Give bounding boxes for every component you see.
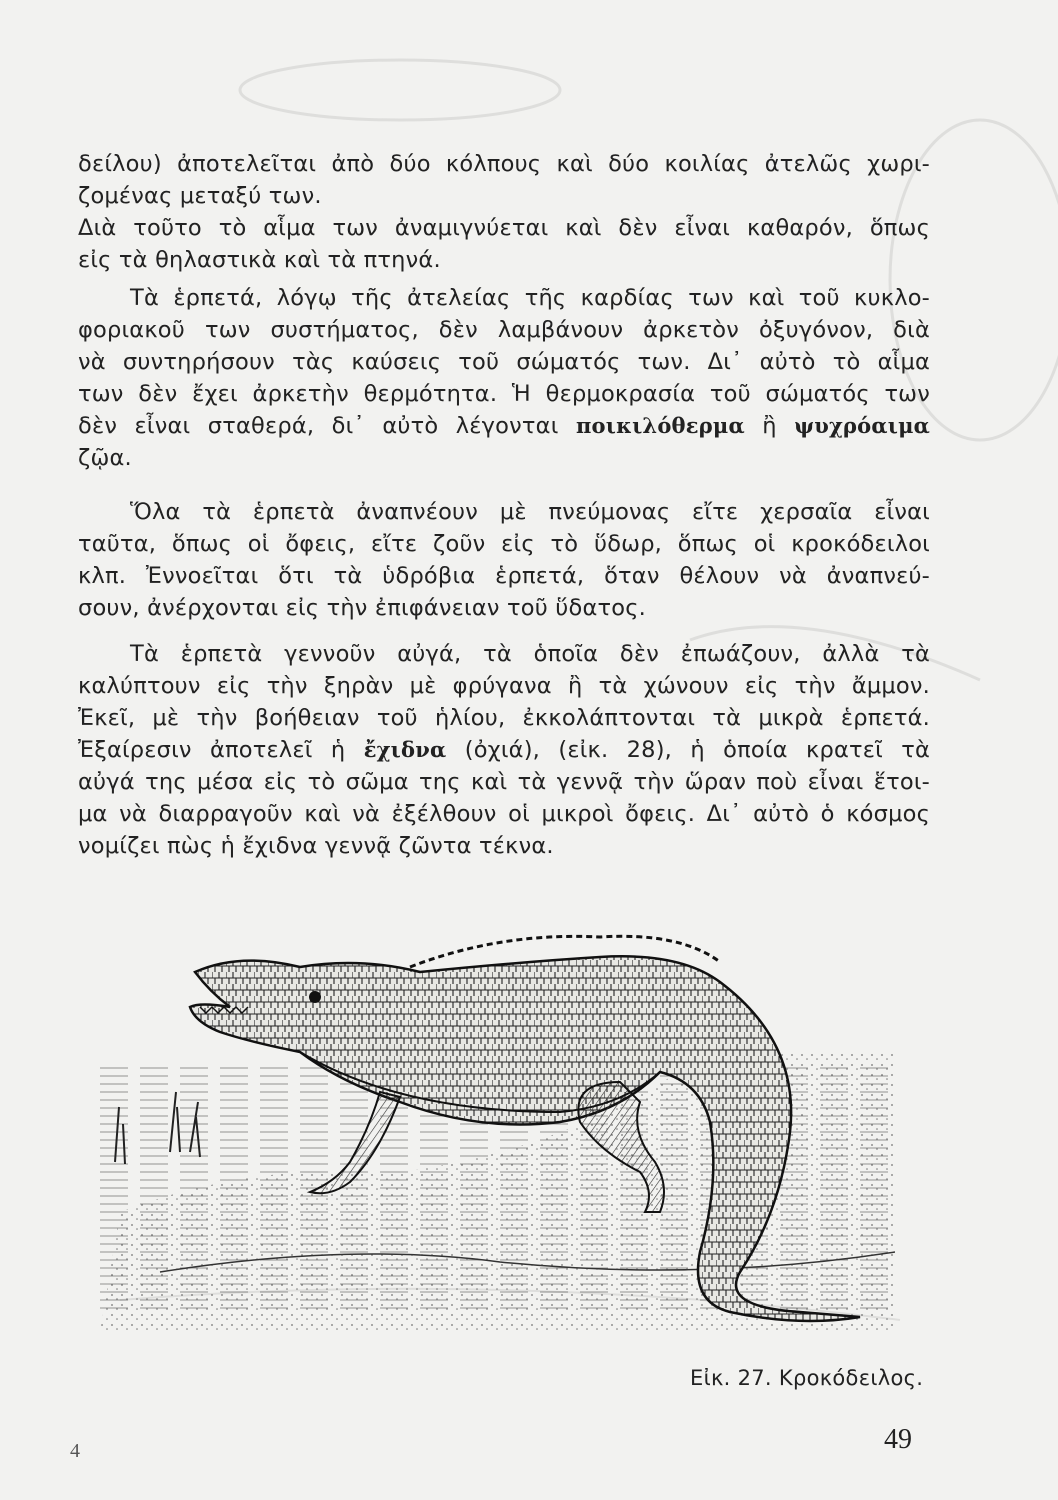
crocodile-eye xyxy=(309,991,321,1003)
paragraph-4 xyxy=(78,496,930,624)
term-psychroaima: ψυχρόαιμα xyxy=(794,413,931,438)
term-poikilotherma: ποικιλόθερμα xyxy=(575,413,745,438)
text-line: αὐγά της μέσα εἰς τὸ σῶμα της καὶ τὰ γεννᾷ τὴν ὥραν ποὺ εἶναι ἕτοι- xyxy=(78,769,930,795)
text-line: ζομένας μεταξύ των. xyxy=(78,183,322,209)
text-line: καλύπτουν εἰς τὴν ξηρὰν μὲ φρύγανα ἢ τὰ χώνουν εἰς τὴν ἄμμον. xyxy=(78,673,930,699)
page-number: 49 xyxy=(884,1424,912,1455)
text-line: φοριακοῦ των συστήματος, δὲν λαμβάνουν ἀρκετὸν ὀξυγόνον, διὰ xyxy=(78,317,930,343)
signature-mark: 4 xyxy=(70,1440,80,1462)
text-line: ζῷα. xyxy=(78,445,132,471)
text-line: Τὰ ἑρπετὰ γεννοῦν αὐγά, τὰ ὁποῖα δὲν ἐπωάζουν, ἀλλὰ τὰ xyxy=(130,641,930,667)
text-line xyxy=(78,734,930,766)
term-echidna: ἔχιδνα xyxy=(363,737,447,762)
text-line: σουν, ἀνέρχονται εἰς τὴν ἐπιφάνειαν τοῦ ὕδατος. xyxy=(78,595,646,621)
text-line: Διὰ τοῦτο τὸ αἷμα των ἀναμιγνύεται καὶ δὲν εἶναι καθαρόν, ὅπως xyxy=(78,215,930,241)
crocodile-illustration xyxy=(100,912,895,1332)
text-line: ταῦτα, ὅπως οἱ ὄφεις, εἴτε ζοῦν εἰς τὸ ὕδωρ, ὅπως οἱ κροκόδειλοι xyxy=(78,531,930,557)
text-line xyxy=(78,410,930,442)
text-line: Ὅλα τὰ ἑρπετὰ ἀναπνέουν μὲ πνεύμονας εἴτε χερσαῖα εἶναι xyxy=(130,499,930,525)
text-run: δὲν εἶναι σταθερά, δι᾽ αὐτὸ λέγονται xyxy=(78,413,559,439)
paragraph-2 xyxy=(78,212,930,276)
text-line: Τὰ ἑρπετά, λόγῳ τῆς ἀτελείας τῆς καρδίας των καὶ τοῦ κυκλο- xyxy=(130,285,930,311)
paragraph-1 xyxy=(78,148,930,212)
paragraph-3 xyxy=(78,282,930,474)
text-line: εἰς τὰ θηλαστικὰ καὶ τὰ πτηνά. xyxy=(78,247,441,273)
text-run: (ὀχιά), (εἰκ. 28), ἡ ὁποία κρατεῖ τὰ xyxy=(464,737,930,763)
text-line: μα νὰ διαρραγοῦν καὶ νὰ ἐξέλθουν οἱ μικροὶ ὄφεις. Δι᾽ αὐτὸ ὁ κόσμος xyxy=(78,801,930,827)
text-line: νὰ συντηρήσουν τὰς καύσεις τοῦ σώματός των. Δι᾽ αὐτὸ τὸ αἷμα xyxy=(78,349,930,375)
text-line: κλπ. Ἐννοεῖται ὅτι τὰ ὑδρόβια ἑρπετά, ὅταν θέλουν νὰ ἀναπνεύ- xyxy=(78,563,930,589)
text-run: ἢ xyxy=(762,413,777,439)
text-line: δείλου) ἀποτελεῖται ἀπὸ δύο κόλπους καὶ δύο κοιλίας ἀτελῶς χωρι- xyxy=(78,151,930,177)
figure-caption: Εἰκ. 27. Κροκόδειλος. xyxy=(690,1366,924,1390)
paragraph-5 xyxy=(78,638,930,862)
text-line: νομίζει πὼς ἡ ἔχιδνα γεννᾷ ζῶντα τέκνα. xyxy=(78,833,554,859)
text-line: Ἐκεῖ, μὲ τὴν βοήθειαν τοῦ ἡλίου, ἐκκολάπτονται τὰ μικρὰ ἑρπετά. xyxy=(78,705,930,731)
text-line: των δὲν ἔχει ἀρκετὴν θερμότητα. Ἡ θερμοκρασία τοῦ σώματός των xyxy=(78,381,930,407)
text-run: Ἐξαίρεσιν ἀποτελεῖ ἡ xyxy=(78,737,346,763)
